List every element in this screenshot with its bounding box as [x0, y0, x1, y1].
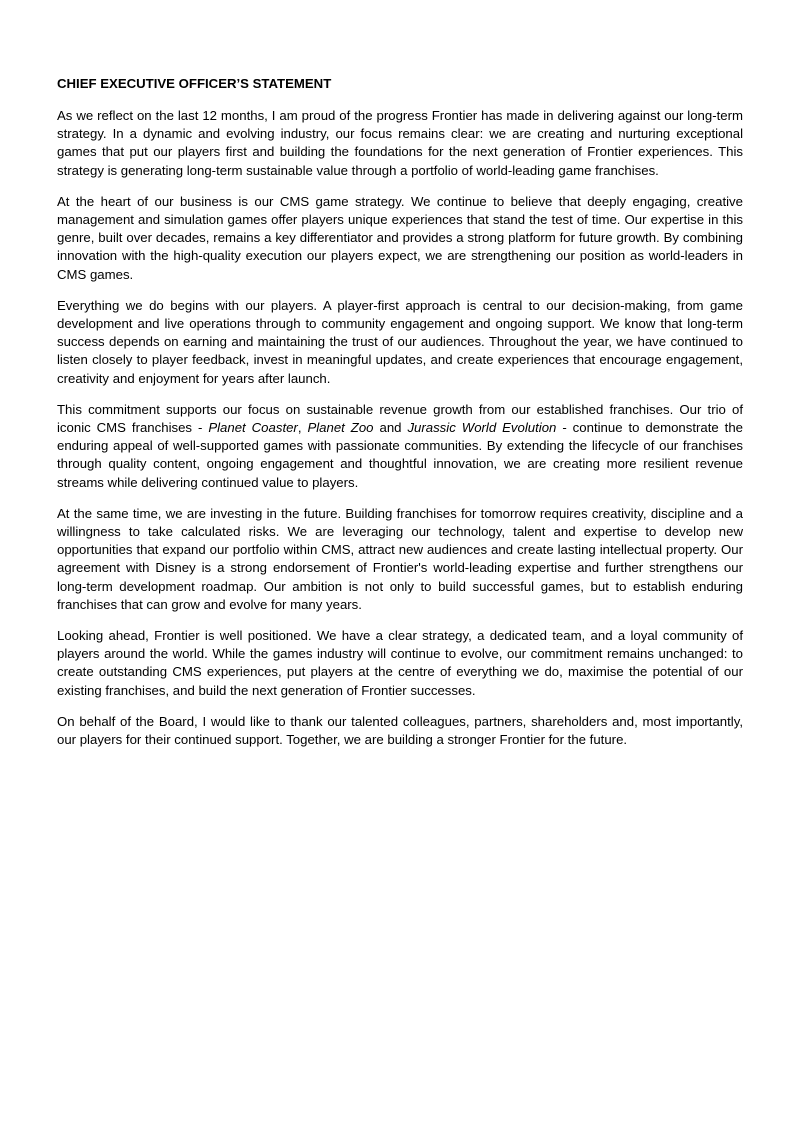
game-title-jurassic-world-evolution: Jurassic World Evolution: [407, 420, 557, 436]
paragraph-future-investment: At the same time, we are investing in the future. Building franchises for tomorrow requires creativity, discipline and a willingness to take calculated risks. We are leveraging our technology, talent and expertise to develop new opportunities that expand our portfolio within CMS, attract new audiences and create lasting intellectual property. Our agreement with Disney is a strong endorsement of Frontier's world-leading expertise and further strengthens our long-term development roadmap. Our ambition is not only to build successful games, but to establish enduring franchises that can grow and evolve for many years.: [57, 505, 743, 612]
separator-comma: ,: [297, 420, 308, 436]
game-title-planet-coaster: Planet Coaster: [208, 420, 298, 436]
separator-and: and: [373, 420, 408, 436]
game-title-planet-zoo: Planet Zoo: [307, 420, 374, 436]
paragraph-outlook: Looking ahead, Frontier is well positioned. We have a clear strategy, a dedicated team, and a loyal community of players around the world. While the games industry will continue to evolve, our commitment remains unchanged: to create outstanding CMS experiences, put players at the centre of everything we do, maximise the potential of our existing franchises, and build the next generation of Frontier successes.: [57, 628, 743, 698]
franchises-text-start: This commitment supports our focus on sustainable revenue growth from our established franchises. Our trio of iconic CMS franchises -: [57, 401, 743, 436]
paragraph-intro: As we reflect on the last 12 months, I am proud of the progress Frontier has made in delivering against our long-term strategy. In a dynamic and evolving industry, our focus remains clear: we are creating and nurturing exceptional games that put our players first and building the foundations for the next generation of Frontier experiences. This strategy is generating long-term sustainable value through a portfolio of world-leading game franchises.: [57, 108, 743, 178]
paragraph-players-first: Everything we do begins with our players. A player-first approach is central to our decision-making, from game development and live operations through to community engagement and ongoing support. We know that long-term success depends on earning and maintaining the trust of our audiences. Throughout the year, we have continued to listen closely to player feedback, invest in meaningful updates, and create experiences that encourage engagement, creativity and enjoyment for years after launch.: [57, 297, 743, 386]
franchises-text-end: - continue to demonstrate the enduring appeal of well-supported games with passionate communities. By extending the lifecycle of our franchises through quality content, ongoing engagement and thoughtful innovation, we are creating more resilient revenue streams while delivering continued value to players.: [57, 420, 744, 490]
paragraph-franchises: [57, 401, 743, 492]
document-page: [57, 75, 743, 762]
page-title: CHIEF EXECUTIVE OFFICER’S STATEMENT: [57, 76, 332, 91]
paragraph-thanks: On behalf of the Board, I would like to thank our talented colleagues, partners, shareholders and, most importantly, our players for their continued support. Together, we are building a stronger Frontier for the future.: [57, 713, 743, 748]
paragraph-cms-strategy: At the heart of our business is our CMS game strategy. We continue to believe that deeply engaging, creative management and simulation games offer players unique experiences that stand the test of time. Our expertise in this genre, built over decades, remains a key differentiator and provides a strong platform for future growth. By combining innovation with the high-quality execution our players expect, we are strengthening our position as world-leaders in CMS games.: [57, 193, 743, 282]
